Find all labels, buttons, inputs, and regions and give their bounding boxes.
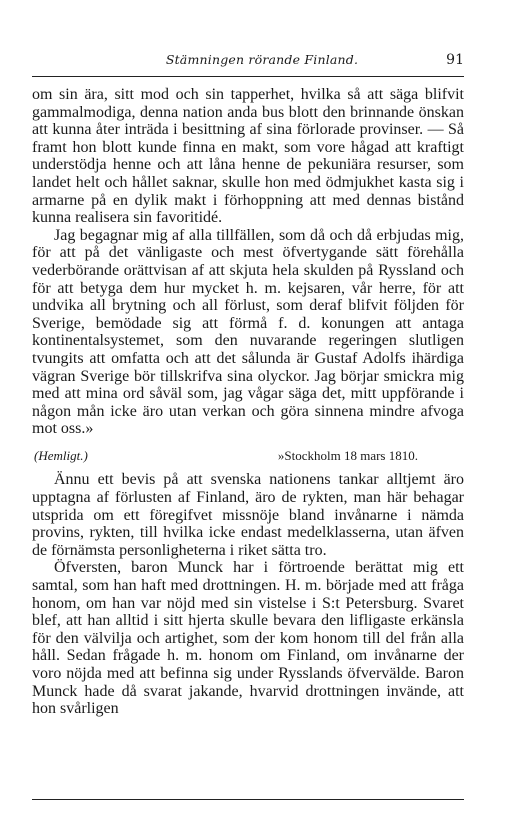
paragraph: Öfversten, baron Munck har i förtroende berättat mig ett samtal, som han haft med drottningen. H. m. började med att fråga honom, om han var nöjd med sin vistelse i S:t Petersburg. Svaret blef, att han alltid i sitt hjerta skulle bevara den lifligaste erkänsla för den välvilja och artighet, som der kom honom till del från alla håll. Sedan frågade h. m. honom om Finland, om invånarne der voro nöjda med att befinna sig under Rysslands öfvervälde. Baron Munck hade då svarat jakande, hvarvid drottningen invände, att hon svårligen — [32, 559, 464, 718]
header-rule — [32, 76, 464, 77]
page-header — [32, 52, 492, 74]
paragraph: Jag begagnar mig af alla tillfällen, som då och då erbjudas mig, för att på det vänligaste och mest öfvertygande sätt förehålla vederbörande orättvisan af att skjuta hela skulden på Ryssland och för att betyga dem hur mycket h. m. kejsaren, vår herre, för att undvika all brytning och all förlust, som deraf blifvit följden för Sverige, bemödade sig att förmå f. d. konungen att antaga kontinentalsystemet, som den nuvarande regeringen slutligen tvungits att omfatta och att det sålunda är Gustaf Adolfs ihärdiga vägran Sverige bör tillskrifva sina olyckor. Jag börjar smickra mig med att mina ord såväl som, jag vågar säga det, mitt uppförande i någon mån icke äro utan verkan och göra sinnena mindre afvoga mot oss.» — [32, 226, 464, 438]
running-title: Stämningen rörande Finland. — [165, 52, 359, 67]
page-number: 91 — [446, 52, 464, 68]
dateline-classification: (Hemligt.) — [34, 447, 88, 463]
paragraph-continued: om sin ära, sitt mod och sin tapperhet, hvilka så att säga blifvit gammalmodiga, denna nation anda bus blott den brinnande önskan att kunna åter inträda i besittning af sina förlorade provinser. — Så framt hon blott kunde finna en makt, som vore hågad att kraftigt understödja henne och att låna henne de pekuniära resurser, som landet helt och hållet saknar, skulle hon med ödmjukhet kasta sig i armarne på en dylik makt i förhoppning att med dennas bistånd kunna realisera sin favoritidé. — [32, 86, 464, 227]
dateline-place-date: »Stockholm 18 mars 1810. — [277, 447, 418, 463]
paragraph: Ännu ett bevis på att svenska nationens tankar alltjemt äro upptagna af förlusten af Finland, äro de rykten, man här behagar utsprida om ett föregifvet missnöje bland invånarne i nämda provins, rykten, till hvilka icke endast medelklasserna, utan äfven de förnämsta personligheterna i riket sätta tro. — [32, 471, 464, 559]
footer-rule — [32, 799, 464, 800]
page-body — [32, 86, 464, 718]
dateline — [32, 447, 464, 465]
